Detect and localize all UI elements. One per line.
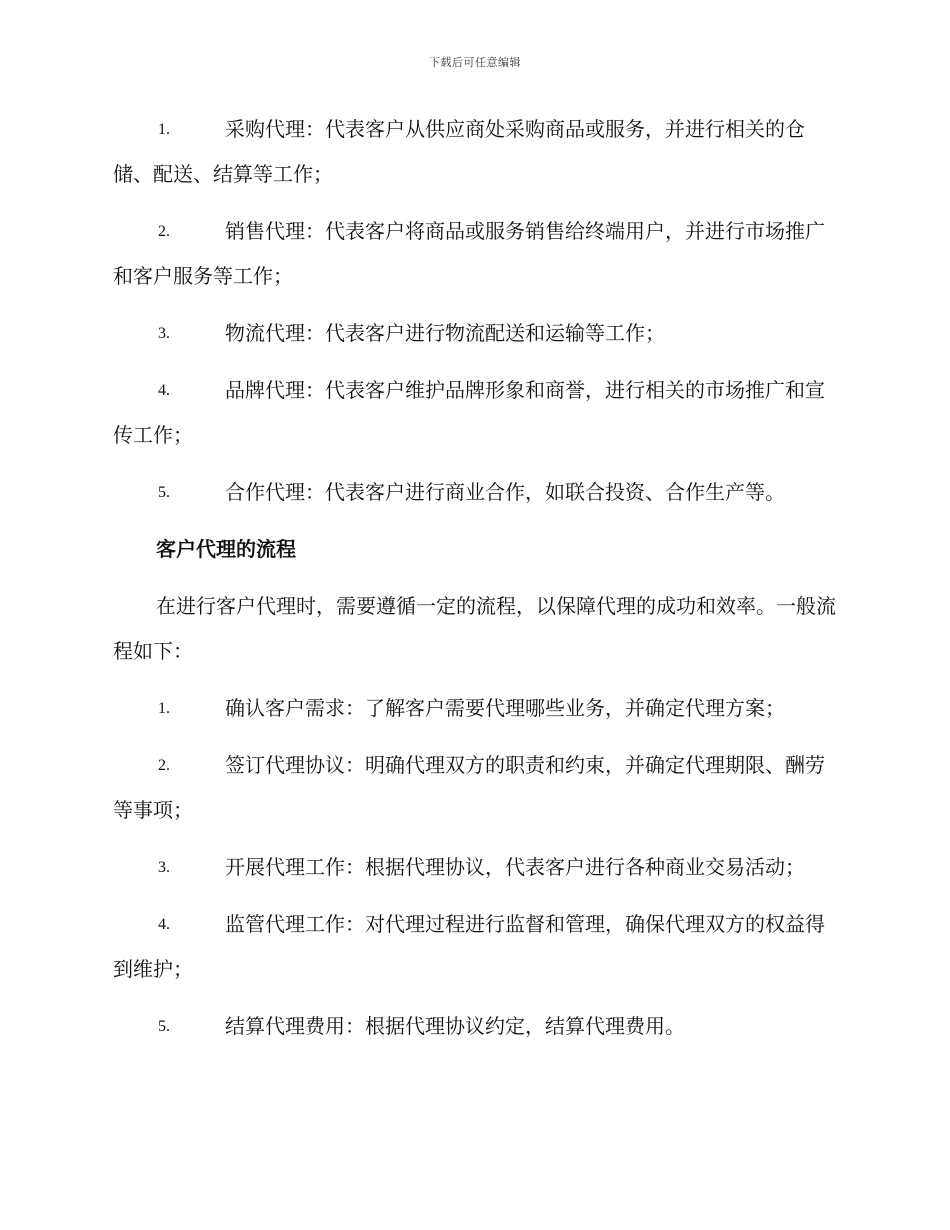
list-item-process-5 <box>113 1004 838 1049</box>
page-header: 下载后可任意编辑 <box>429 56 521 69</box>
list-item-text: 签订代理协议：明确代理双方的职责和约束，并确定代理期限、酬劳等事项； <box>113 753 825 822</box>
list-item-text: 监管代理工作：对代理过程进行监督和管理，确保代理双方的权益得到维护； <box>113 912 825 981</box>
list-item-process-3 <box>113 845 838 890</box>
list-item-process-4 <box>113 902 838 992</box>
list-number: 5. <box>158 1018 170 1035</box>
list-item-text: 采购代理：代表客户从供应商处采购商品或服务，并进行相关的仓储、配送、结算等工作； <box>113 117 805 186</box>
list-item-types-2 <box>113 209 838 299</box>
document-body <box>113 107 838 1061</box>
list-number: 2. <box>158 223 170 240</box>
section-intro-paragraph: 在进行客户代理时，需要遵循一定的流程，以保障代理的成功和效率。一般流程如下： <box>113 594 836 663</box>
list-item-text: 销售代理：代表客户将商品或服务销售给终端用户，并进行市场推广和客户服务等工作； <box>113 219 825 288</box>
list-number: 1. <box>158 121 170 138</box>
list-number: 3. <box>158 325 170 342</box>
list-item-types-5 <box>113 470 838 515</box>
list-item-text: 开展代理工作：根据代理协议，代表客户进行各种商业交易活动； <box>225 855 805 879</box>
list-item-process-1 <box>113 686 838 731</box>
list-item-types-4 <box>113 368 838 458</box>
list-number: 4. <box>158 916 170 933</box>
section-heading: 客户代理的流程 <box>156 537 296 561</box>
list-item-process-2 <box>113 743 838 833</box>
list-number: 3. <box>158 859 170 876</box>
list-item-types-1 <box>113 107 838 197</box>
list-item-text: 品牌代理：代表客户维护品牌形象和商誉，进行相关的市场推广和宣传工作； <box>113 378 825 447</box>
list-number: 2. <box>158 757 170 774</box>
list-item-text: 合作代理：代表客户进行商业合作，如联合投资、合作生产等。 <box>225 480 785 504</box>
list-item-types-3 <box>113 311 838 356</box>
list-number: 5. <box>158 484 170 501</box>
list-number: 4. <box>158 382 170 399</box>
list-item-text: 物流代理：代表客户进行物流配送和运输等工作； <box>225 321 665 345</box>
list-item-text: 结算代理费用：根据代理协议约定，结算代理费用。 <box>225 1014 685 1038</box>
list-item-text: 确认客户需求：了解客户需要代理哪些业务，并确定代理方案； <box>225 696 785 720</box>
list-number: 1. <box>158 700 170 717</box>
